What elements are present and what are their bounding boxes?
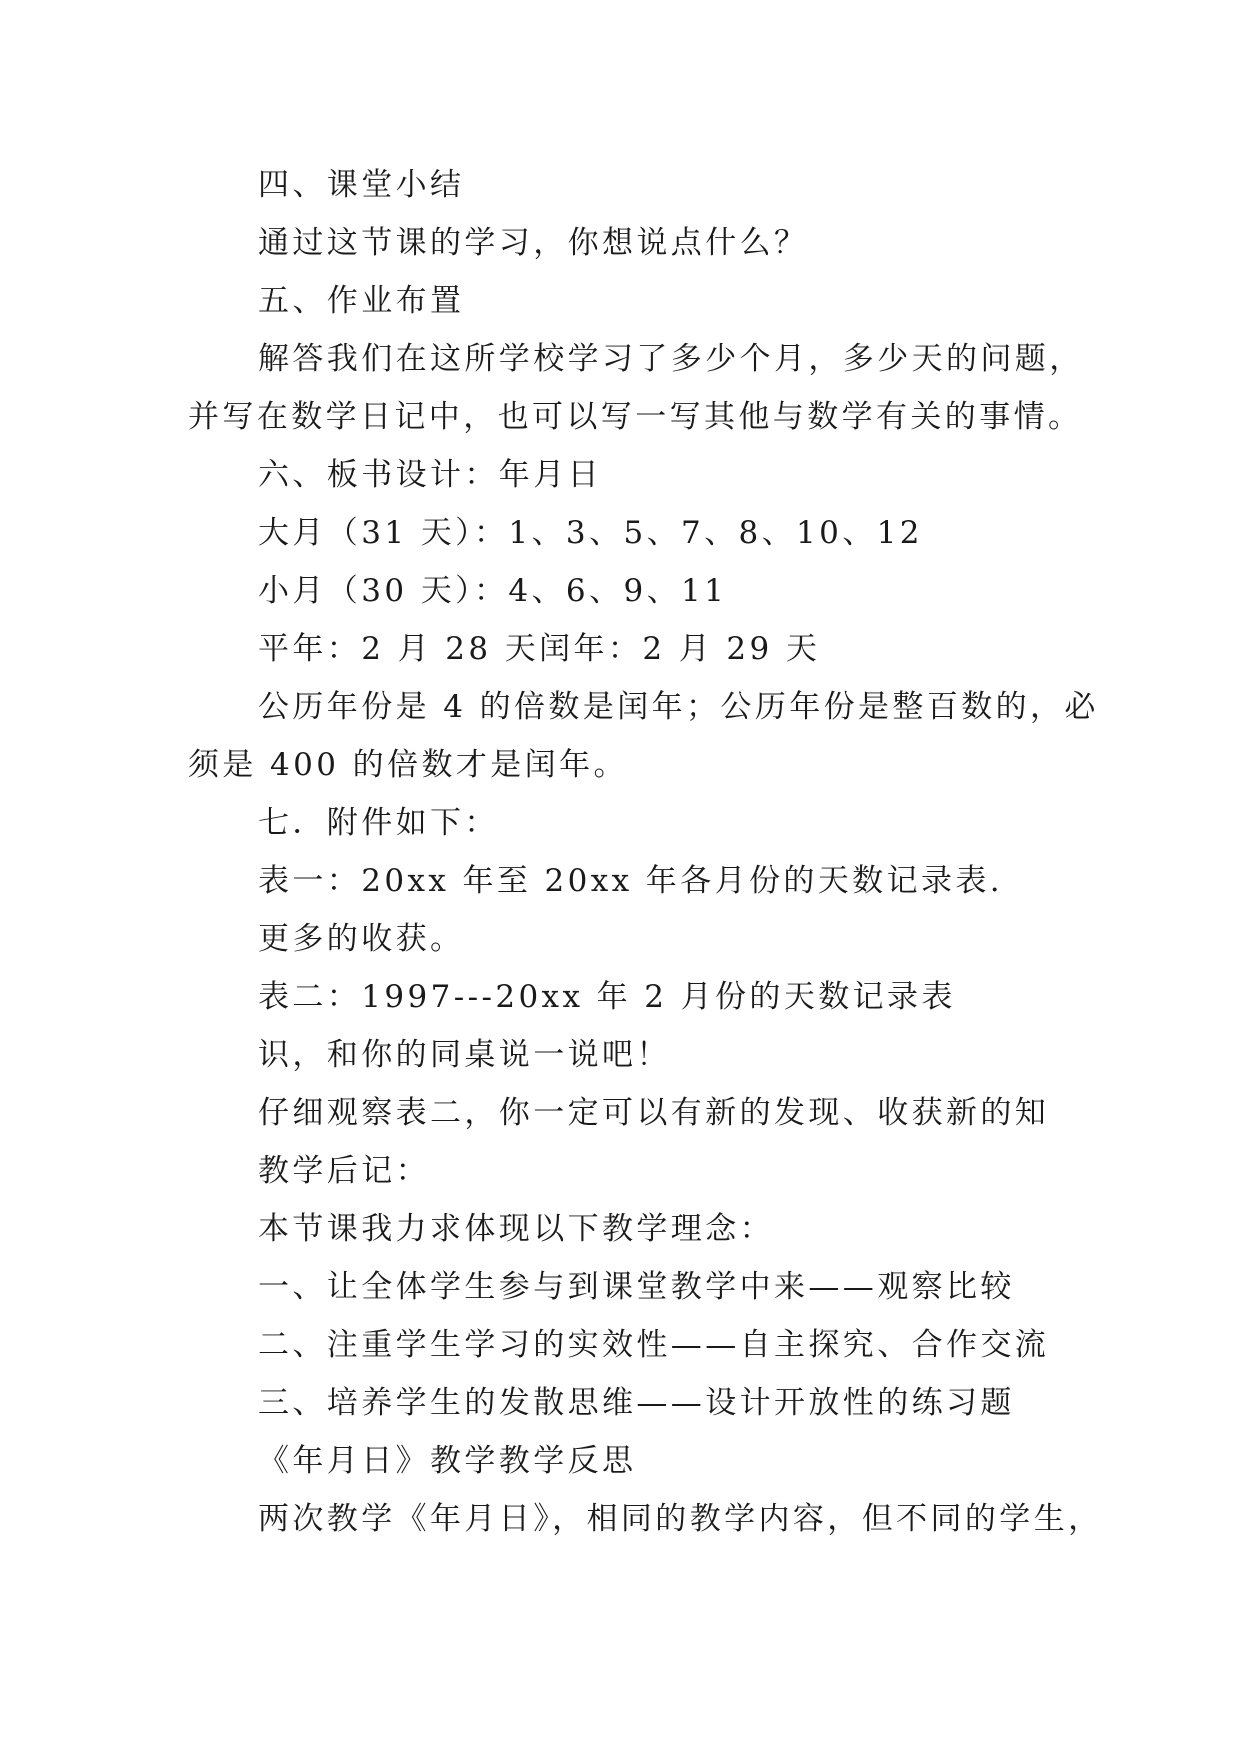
heading-reflection: 《年月日》教学教学反思 xyxy=(258,1443,637,1479)
paragraph-line: 解答我们在这所学校学习了多少个月，多少天的问题， xyxy=(258,341,1084,377)
heading-board-design: 六、板书设计：年月日 xyxy=(258,457,602,493)
paragraph-line: 识，和你的同桌说一说吧！ xyxy=(258,1037,671,1073)
heading-homework: 五、作业布置 xyxy=(258,283,465,319)
paragraph-line: 表一：20xx 年至 20xx 年各月份的天数记录表. xyxy=(258,863,1004,899)
paragraph-line: 表二：1997---20xx 年 2 月份的天数记录表 xyxy=(258,979,956,1015)
paragraph-line: 公历年份是 4 的倍数是闰年；公历年份是整百数的，必 xyxy=(258,689,1099,725)
paragraph-line: 通过这节课的学习，你想说点什么？ xyxy=(258,225,809,261)
paragraph-line: 一、让全体学生参与到课堂教学中来——观察比较 xyxy=(258,1269,1015,1305)
heading-attachments: 七．附件如下： xyxy=(258,805,499,841)
paragraph-line: 大月（31 天）：1、3、5、7、8、10、12 xyxy=(258,515,923,551)
paragraph-line: 仔细观察表二，你一定可以有新的发现、收获新的知 xyxy=(258,1095,1050,1131)
paragraph-line: 二、注重学生学习的实效性——自主探究、合作交流 xyxy=(258,1327,1050,1363)
paragraph-line: 并写在数学日记中，也可以写一写其他与数学有关的事情。 xyxy=(188,399,1083,435)
paragraph-line: 小月（30 天）：4、6、9、11 xyxy=(258,573,728,609)
paragraph-line: 三、培养学生的发散思维——设计开放性的练习题 xyxy=(258,1385,1015,1421)
paragraph-line: 更多的收获。 xyxy=(258,921,465,957)
paragraph-line: 本节课我力求体现以下教学理念： xyxy=(258,1211,774,1247)
paragraph-line: 平年：2 月 28 天闰年：2 月 29 天 xyxy=(258,631,821,667)
paragraph-line: 须是 400 的倍数才是闰年。 xyxy=(188,747,628,783)
heading-teaching-notes: 教学后记： xyxy=(258,1153,430,1189)
paragraph-line: 两次教学《年月日》，相同的教学内容，但不同的学生， xyxy=(258,1501,1103,1537)
heading-classroom-summary: 四、课堂小结 xyxy=(258,167,465,203)
